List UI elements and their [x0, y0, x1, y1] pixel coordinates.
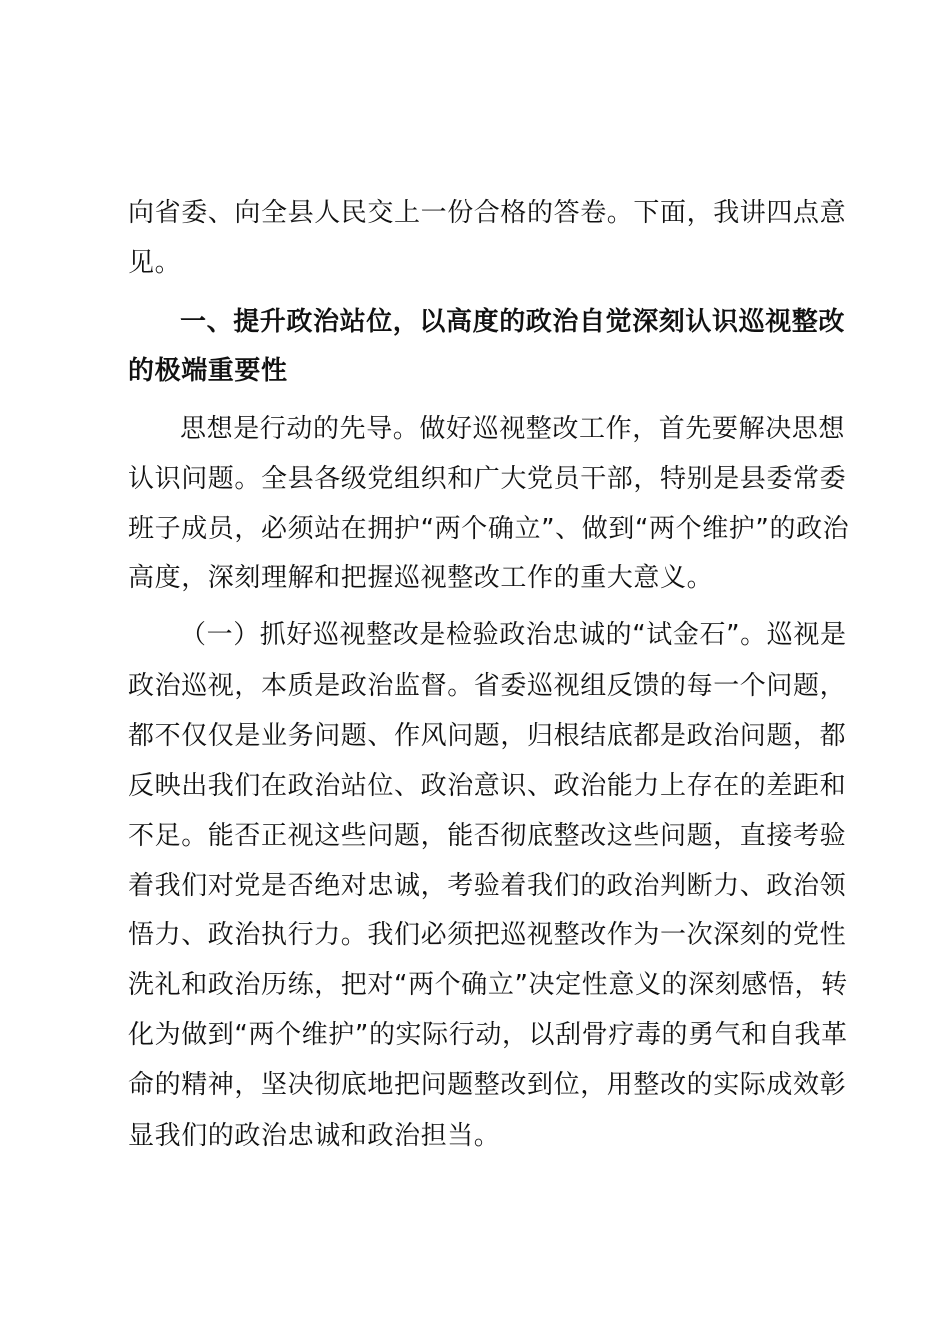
body-text-line: 认识问题。全县各级党组织和广大党员干部，特别是县委常委: [128, 464, 847, 494]
body-text-line: 政治巡视，本质是政治监督。省委巡视组反馈的每一个问题，: [128, 671, 847, 701]
body-text-line: 洗礼和政治历练，把对“两个确立”决定性意义的深刻感悟，转: [128, 970, 848, 1000]
body-text-line: 显我们的政治忠诚和政治担当。: [128, 1121, 501, 1151]
subsection-lead-line: （一）抓好巡视整改是检验政治忠诚的“试金石”。巡视是: [180, 620, 847, 650]
body-text-line: 班子成员，必须站在拥护“两个确立”、做到“两个维护”的政治: [128, 514, 850, 544]
section-heading-line: 一、提升政治站位，以高度的政治自觉深刻认识巡视整改: [180, 307, 846, 337]
body-text-line: 化为做到“两个维护”的实际行动，以刮骨疗毒的勇气和自我革: [128, 1020, 848, 1050]
body-text-line: 思想是行动的先导。做好巡视整改工作，首先要解决思想: [180, 414, 846, 444]
section-heading-line: 的极端重要性: [128, 356, 288, 386]
body-text-line: 向省委、向全县人民交上一份合格的答卷。下面，我讲四点意: [128, 198, 847, 228]
body-text-line: 不足。能否正视这些问题，能否彻底整改这些问题，直接考验: [128, 821, 847, 851]
body-text-line: 见。: [128, 248, 182, 278]
body-text-line: 着我们对党是否绝对忠诚，考验着我们的政治判断力、政治领: [128, 871, 847, 901]
body-text-line: 命的精神，坚决彻底地把问题整改到位，用整改的实际成效彰: [128, 1070, 847, 1100]
body-text-line: 高度，深刻理解和把握巡视整改工作的重大意义。: [128, 563, 714, 593]
body-text-line: 反映出我们在政治站位、政治意识、政治能力上存在的差距和: [128, 771, 847, 801]
body-text-line: 都不仅仅是业务问题、作风问题，归根结底都是政治问题，都: [128, 721, 847, 751]
body-text-line: 悟力、政治执行力。我们必须把巡视整改作为一次深刻的党性: [128, 920, 847, 950]
